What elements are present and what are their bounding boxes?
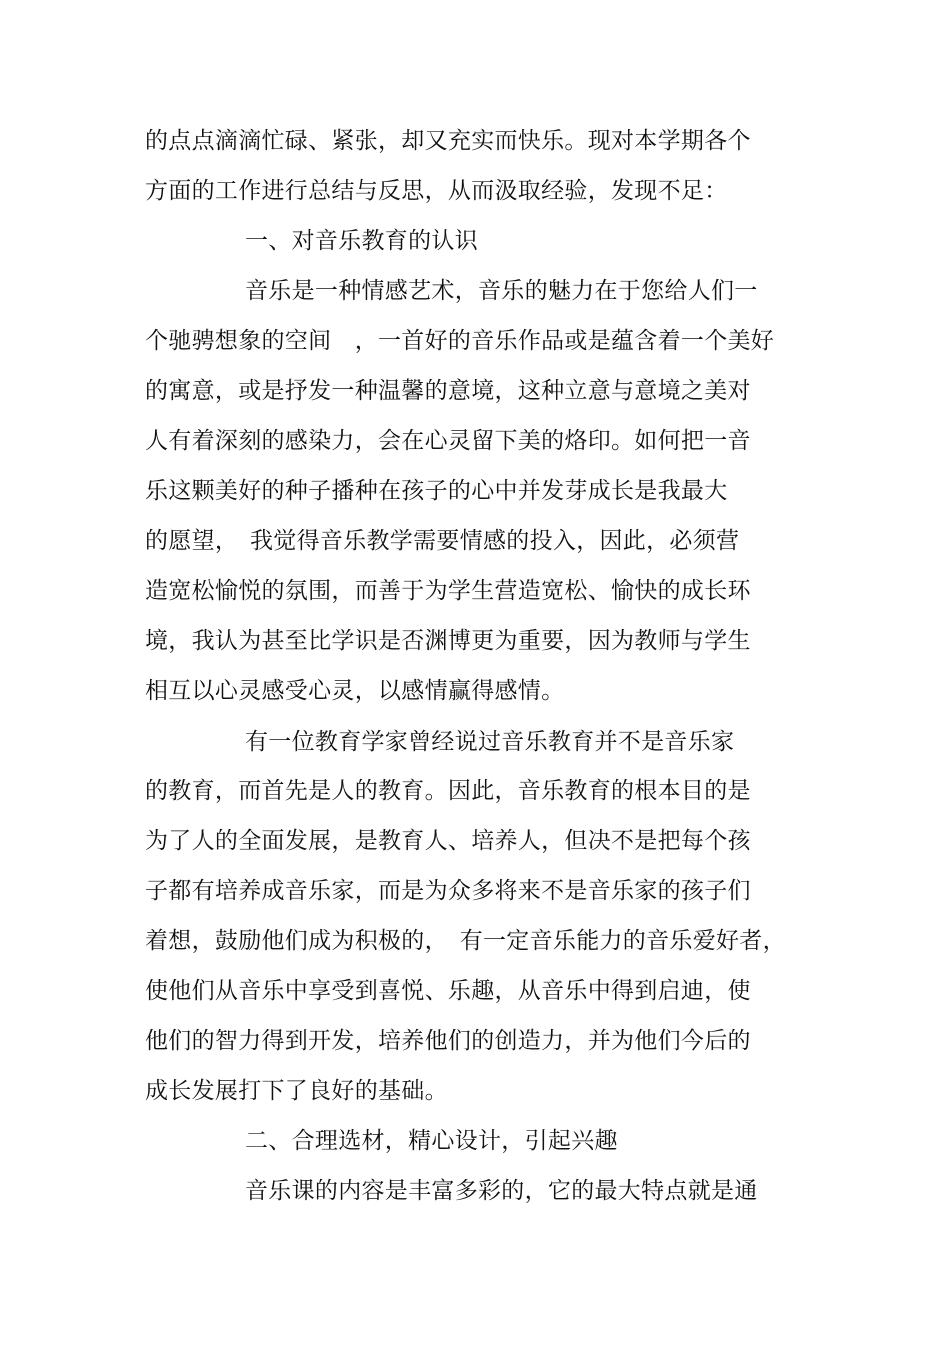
section-heading: 二、合理选材，精心设计，引起兴趣 — [245, 1128, 618, 1154]
text-line: 着想，鼓励他们成为积极的， 有一定音乐能力的音乐爱好者， — [145, 928, 786, 954]
text-line: 人有着深刻的感染力，会在心灵留下美的烙印。如何把一音 — [145, 428, 751, 454]
text-line: 音乐课的内容是丰富多彩的，它的最大特点就是通 — [245, 1178, 758, 1204]
text-line: 他们的智力得到开发，培养他们的创造力，并为他们今后的 — [145, 1028, 751, 1054]
text-line: 音乐是一种情感艺术，音乐的魅力在于您给人们一 — [245, 278, 758, 304]
text-line: 相互以心灵感受心灵，以感情赢得感情。 — [145, 678, 565, 704]
text-line: 乐这颗美好的种子播种在孩子的心中并发芽成长是我最大 — [145, 478, 728, 504]
text-line: 造宽松愉悦的氛围，而善于为学生营造宽松、愉快的成长环 — [145, 578, 751, 604]
text-line: 方面的工作进行总结与反思，从而汲取经验，发现不足： — [145, 178, 728, 204]
text-line: 的点点滴滴忙碌、紧张，却又充实而快乐。现对本学期各个 — [145, 128, 751, 154]
text-line: 子都有培养成音乐家，而是为众多将来不是音乐家的孩子们 — [145, 878, 751, 904]
text-line: 成长发展打下了良好的基础。 — [145, 1078, 448, 1104]
text-line: 使他们从音乐中享受到喜悦、乐趣，从音乐中得到启迪，使 — [145, 978, 751, 1004]
text-line: 为了人的全面发展，是教育人、培养人，但决不是把每个孩 — [145, 828, 751, 854]
text-line: 个驰骋想象的空间 ，一首好的音乐作品或是蕴含着一个美好 — [145, 328, 775, 354]
text-line: 的愿望， 我觉得音乐教学需要情感的投入，因此，必须营 — [145, 528, 740, 554]
text-line: 境，我认为甚至比学识是否渊博更为重要，因为教师与学生 — [145, 628, 751, 654]
section-heading: 一、对音乐教育的认识 — [245, 228, 478, 254]
text-line: 有一位教育学家曾经说过音乐教育并不是音乐家 — [245, 729, 735, 755]
text-line: 的寓意，或是抒发一种温馨的意境，这种立意与意境之美对 — [145, 378, 751, 404]
text-line: 的教育，而首先是人的教育。因此，音乐教育的根本目的是 — [145, 778, 751, 804]
